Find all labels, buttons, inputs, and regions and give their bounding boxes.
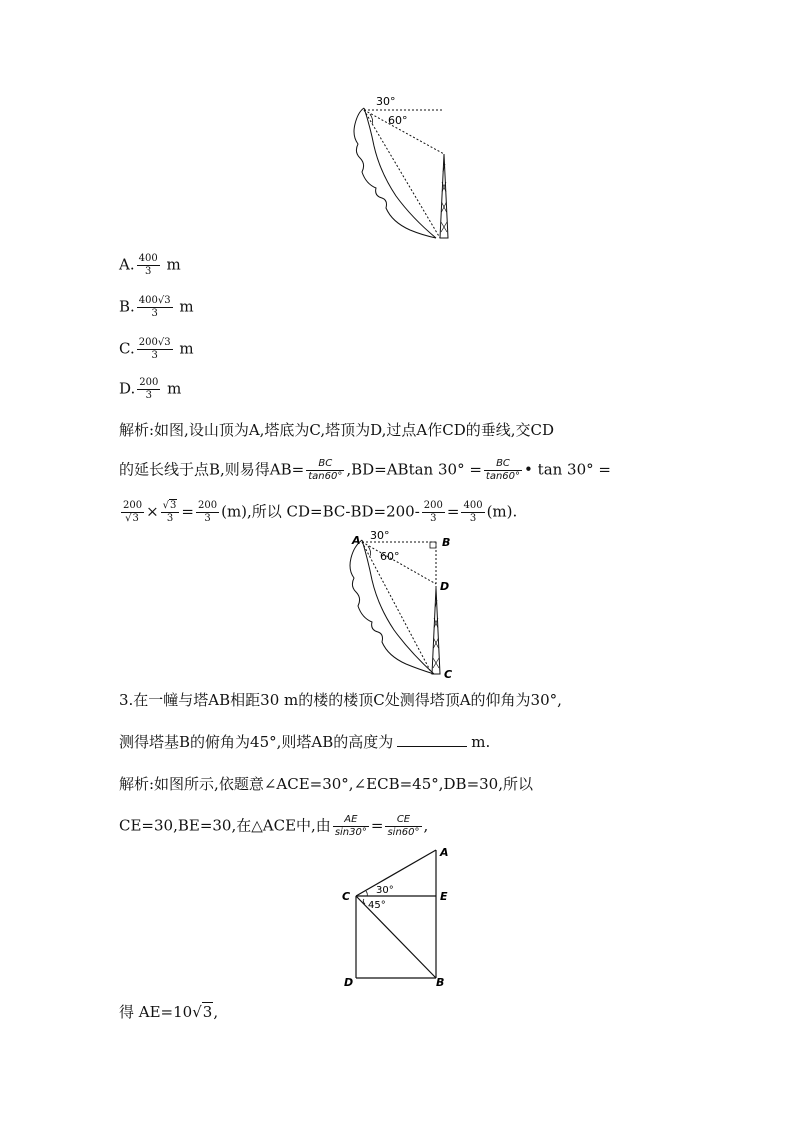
solution1-line2: 的延长线于点B,则易得AB= $\frac{BC}{\tan 60^\circ}$ ,BD=ABtan 30° = $\frac{BC}{\tan 60^\circ}$ • tan 30° =	[119, 458, 611, 482]
angle-60-label: 60°	[388, 114, 408, 127]
point-a-label: A	[440, 846, 449, 859]
solution3-line2: CE=30,BE=30,在△ACE中,由 $\frac{AE}{\sin 30^\circ}$ = $\frac{CE}{\sin 60^\circ}$ ,	[119, 814, 429, 838]
angle-30-label: 30°	[376, 95, 396, 108]
problem3-line1: 3.在一幢与塔AB相距30 m的楼的楼顶C处测得塔顶A的仰角为30°,	[119, 691, 562, 709]
option-d: D. $\frac{200}{3}$ m	[119, 377, 182, 401]
solution3-line1: 解析:如图所示,依题意∠ACE=30°,∠ECB=45°,DB=30,所以	[119, 775, 533, 793]
point-d-label: D	[344, 976, 354, 989]
option-b: B. $\frac{400√3}{3}$ m	[119, 295, 194, 319]
building-tower-figure	[340, 842, 456, 992]
angle-45-label: 45°	[368, 900, 386, 911]
point-e-label: E	[440, 890, 448, 903]
point-c-label: C	[342, 890, 351, 903]
angle-30-label: 30°	[370, 529, 390, 542]
mountain-tower-figure-1	[340, 92, 460, 242]
point-c-label: C	[444, 668, 453, 680]
mountain-tower-figure-2	[334, 528, 464, 680]
solution1-line1: 解析:如图,设山顶为A,塔底为C,塔顶为D,过点A作CD的垂线,交CD	[119, 421, 555, 439]
point-d-label: D	[440, 580, 450, 593]
point-b-label: B	[436, 976, 445, 989]
solution3-last-line: 得 AE=10√3,	[119, 1003, 219, 1021]
angle-60-label: 60°	[380, 550, 400, 563]
point-b-label: B	[442, 536, 451, 549]
angle-30-label: 30°	[376, 885, 394, 896]
solution1-line3: $\frac{200}{√3}$ × $\frac{√3}{3}$ = $\frac{200}{3}$ (m),所以 CD=BC-BD=200- $\frac{200}{3}$ = $\frac{400}{3}$ (m).	[123, 500, 518, 524]
point-a-label: A	[352, 534, 361, 547]
option-c: C. $\frac{200√3}{3}$ m	[119, 337, 194, 361]
option-a: A. $\frac{400}{3}$ m	[119, 253, 181, 277]
answer-blank	[397, 732, 467, 747]
problem3-line2: 测得塔基B的俯角为45°,则塔AB的高度为 m.	[119, 733, 491, 751]
